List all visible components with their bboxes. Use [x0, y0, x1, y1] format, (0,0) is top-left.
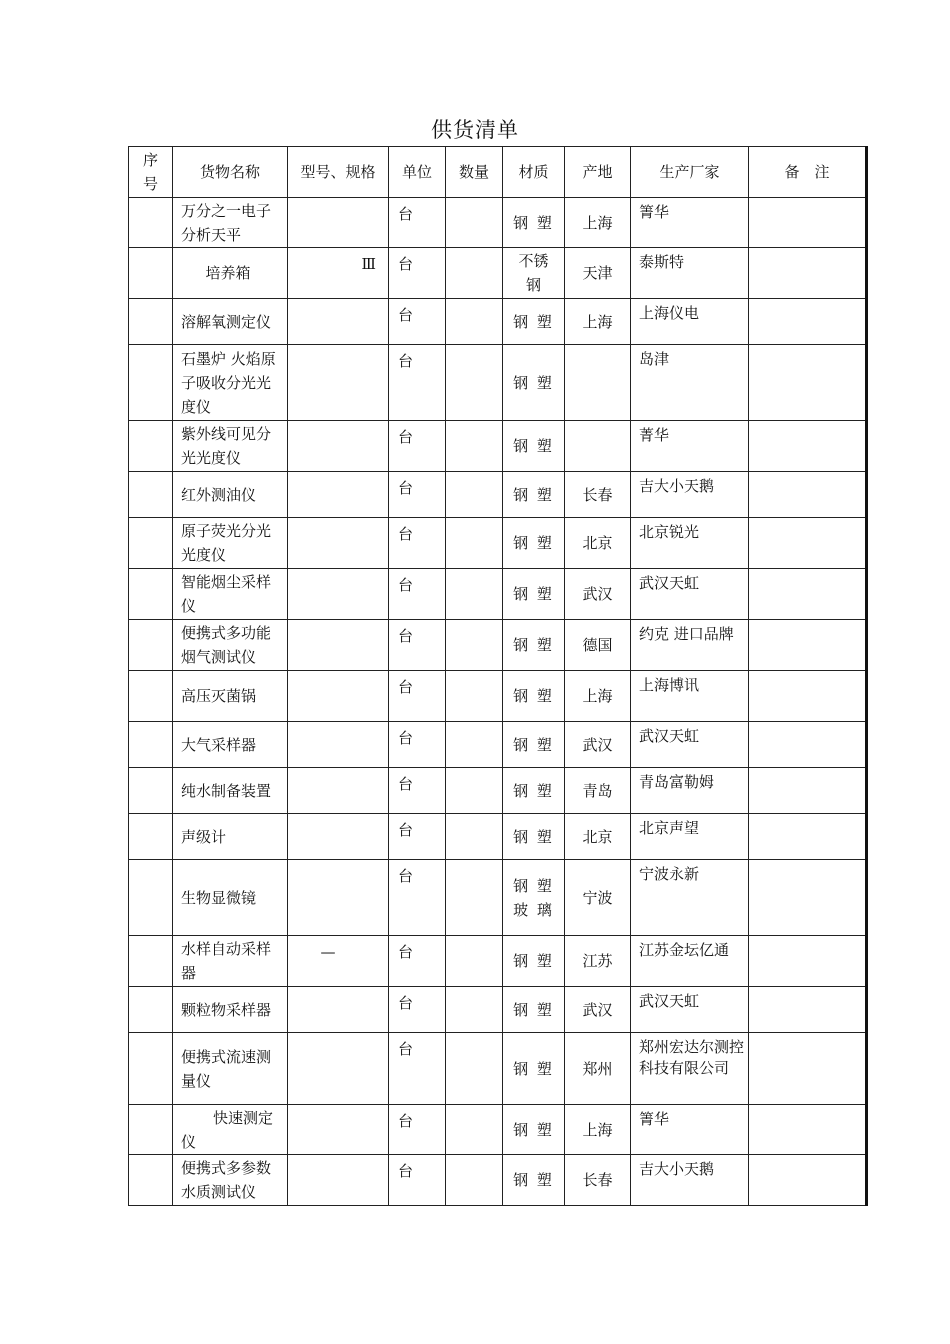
- cell-note: [749, 814, 867, 860]
- table-row: [129, 1033, 867, 1105]
- cell-origin: 德国: [565, 620, 631, 671]
- header-unit: 单位: [389, 147, 446, 198]
- cell-qty: [446, 814, 503, 860]
- cell-seq: [129, 299, 173, 345]
- cell-note: [749, 518, 867, 569]
- cell-material: 钢 塑: [503, 569, 565, 620]
- header-maker: 生产厂家: [631, 147, 749, 198]
- cell-note: [749, 671, 867, 722]
- header-seq: 序号: [129, 147, 173, 198]
- cell-material: 钢 塑: [503, 518, 565, 569]
- cell-maker: 泰斯特: [631, 248, 749, 299]
- cell-qty: [446, 299, 503, 345]
- cell-qty: [446, 472, 503, 518]
- cell-unit: 台: [389, 299, 446, 345]
- cell-seq: [129, 814, 173, 860]
- cell-model: [288, 814, 389, 860]
- cell-seq: [129, 768, 173, 814]
- cell-maker: 箐华: [631, 198, 749, 248]
- header-note: 备 注: [749, 147, 867, 198]
- cell-unit: 台: [389, 814, 446, 860]
- cell-name: 便携式多参数水质测试仪: [173, 1155, 288, 1206]
- table-row: [129, 421, 867, 472]
- cell-model: [288, 345, 389, 421]
- cell-qty: [446, 1105, 503, 1155]
- cell-material: 钢 塑: [503, 1155, 565, 1206]
- cell-material: 不锈钢: [503, 248, 565, 299]
- cell-maker: 上海仪电: [631, 299, 749, 345]
- cell-origin: 郑州: [565, 1033, 631, 1105]
- cell-origin: [565, 421, 631, 472]
- cell-unit: 台: [389, 620, 446, 671]
- cell-name: 高压灭菌锅: [173, 671, 288, 722]
- cell-name: 培养箱: [173, 248, 288, 299]
- cell-maker: 约克 进口品牌: [631, 620, 749, 671]
- cell-qty: [446, 569, 503, 620]
- table-row: [129, 1105, 867, 1155]
- cell-maker: 吉大小天鹅: [631, 472, 749, 518]
- cell-name: 溶解氧测定仪: [173, 299, 288, 345]
- cell-qty: [446, 248, 503, 299]
- cell-model: [288, 1033, 389, 1105]
- cell-origin: 武汉: [565, 987, 631, 1033]
- table-row: [129, 472, 867, 518]
- cell-qty: [446, 671, 503, 722]
- cell-name: 红外测油仪: [173, 472, 288, 518]
- cell-origin: 上海: [565, 198, 631, 248]
- cell-qty: [446, 1033, 503, 1105]
- cell-name: 声级计: [173, 814, 288, 860]
- cell-model: [288, 1155, 389, 1206]
- cell-seq: [129, 1105, 173, 1155]
- cell-seq: [129, 345, 173, 421]
- cell-unit: 台: [389, 248, 446, 299]
- cell-note: [749, 768, 867, 814]
- cell-seq: [129, 421, 173, 472]
- cell-name: 大气采样器: [173, 722, 288, 768]
- cell-unit: 台: [389, 936, 446, 987]
- cell-model: [288, 518, 389, 569]
- cell-qty: [446, 620, 503, 671]
- cell-maker: 北京锐光: [631, 518, 749, 569]
- cell-qty: [446, 722, 503, 768]
- table-row: [129, 248, 867, 299]
- cell-note: [749, 1033, 867, 1105]
- cell-qty: [446, 987, 503, 1033]
- cell-note: [749, 1105, 867, 1155]
- cell-seq: [129, 936, 173, 987]
- cell-maker: 郑州宏达尔测控科技有限公司: [631, 1033, 749, 1105]
- table-row: [129, 671, 867, 722]
- cell-name: 原子荧光分光光度仪: [173, 518, 288, 569]
- cell-maker: 武汉天虹: [631, 569, 749, 620]
- cell-note: [749, 248, 867, 299]
- cell-seq: [129, 987, 173, 1033]
- cell-material: 钢 塑: [503, 768, 565, 814]
- cell-qty: [446, 936, 503, 987]
- cell-seq: [129, 722, 173, 768]
- table-row: [129, 569, 867, 620]
- cell-material: 钢 塑: [503, 620, 565, 671]
- cell-origin: 武汉: [565, 569, 631, 620]
- table-row: [129, 198, 867, 248]
- cell-unit: 台: [389, 860, 446, 936]
- cell-unit: 台: [389, 768, 446, 814]
- cell-seq: [129, 620, 173, 671]
- cell-material: 钢 塑: [503, 671, 565, 722]
- cell-unit: 台: [389, 1033, 446, 1105]
- cell-origin: 上海: [565, 299, 631, 345]
- cell-maker: 上海博讯: [631, 671, 749, 722]
- header-name: 货物名称: [173, 147, 288, 198]
- cell-note: [749, 987, 867, 1033]
- cell-material: 钢 塑: [503, 299, 565, 345]
- cell-seq: [129, 198, 173, 248]
- cell-name: 颗粒物采样器: [173, 987, 288, 1033]
- cell-material: 钢 塑: [503, 198, 565, 248]
- cell-qty: [446, 768, 503, 814]
- supply-list-table: [128, 146, 868, 1206]
- table-row: [129, 987, 867, 1033]
- cell-name: 石墨炉 火焰原子吸收分光光度仪: [173, 345, 288, 421]
- cell-model: —: [288, 936, 389, 987]
- header-row: [129, 147, 867, 198]
- cell-name: 纯水制备装置: [173, 768, 288, 814]
- cell-model: [288, 860, 389, 936]
- cell-origin: 上海: [565, 1105, 631, 1155]
- cell-model: [288, 1105, 389, 1155]
- cell-note: [749, 299, 867, 345]
- cell-maker: 青岛富勒姆: [631, 768, 749, 814]
- cell-maker: 岛津: [631, 345, 749, 421]
- cell-unit: 台: [389, 421, 446, 472]
- cell-model: [288, 198, 389, 248]
- cell-name: 智能烟尘采样仪: [173, 569, 288, 620]
- cell-name: 紫外线可见分光光度仪: [173, 421, 288, 472]
- cell-origin: 长春: [565, 472, 631, 518]
- cell-model: Ⅲ: [288, 248, 389, 299]
- cell-seq: [129, 248, 173, 299]
- cell-maker: 武汉天虹: [631, 987, 749, 1033]
- cell-unit: 台: [389, 518, 446, 569]
- cell-model: [288, 768, 389, 814]
- cell-seq: [129, 1155, 173, 1206]
- cell-origin: 长春: [565, 1155, 631, 1206]
- table-row: [129, 1155, 867, 1206]
- cell-material: 钢 塑 玻 璃: [503, 860, 565, 936]
- cell-material: 钢 塑: [503, 1033, 565, 1105]
- cell-origin: 江苏: [565, 936, 631, 987]
- cell-origin: 青岛: [565, 768, 631, 814]
- cell-unit: 台: [389, 472, 446, 518]
- cell-qty: [446, 198, 503, 248]
- document-title: 供货清单: [431, 118, 519, 142]
- cell-model: [288, 569, 389, 620]
- cell-unit: 台: [389, 345, 446, 421]
- cell-note: [749, 198, 867, 248]
- cell-origin: 天津: [565, 248, 631, 299]
- cell-qty: [446, 345, 503, 421]
- cell-model: [288, 421, 389, 472]
- cell-note: [749, 421, 867, 472]
- header-origin: 产地: [565, 147, 631, 198]
- cell-maker: 江苏金坛亿通: [631, 936, 749, 987]
- cell-material: 钢 塑: [503, 722, 565, 768]
- cell-note: [749, 569, 867, 620]
- cell-name: 万分之一电子分析天平: [173, 198, 288, 248]
- cell-material: 钢 塑: [503, 814, 565, 860]
- cell-maker: 宁波永新: [631, 860, 749, 936]
- cell-origin: 武汉: [565, 722, 631, 768]
- table-row: [129, 722, 867, 768]
- header-model: 型号、规格: [288, 147, 389, 198]
- cell-origin: [565, 345, 631, 421]
- cell-model: [288, 620, 389, 671]
- cell-note: [749, 345, 867, 421]
- cell-note: [749, 1155, 867, 1206]
- table-row: [129, 936, 867, 987]
- cell-seq: [129, 569, 173, 620]
- header-qty: 数量: [446, 147, 503, 198]
- cell-name: 快速测定仪: [173, 1105, 288, 1155]
- cell-note: [749, 722, 867, 768]
- cell-origin: 北京: [565, 814, 631, 860]
- cell-model: [288, 472, 389, 518]
- cell-material: 钢 塑: [503, 472, 565, 518]
- cell-maker: 菁华: [631, 421, 749, 472]
- cell-seq: [129, 671, 173, 722]
- cell-maker: 武汉天虹: [631, 722, 749, 768]
- cell-maker: 吉大小天鹅: [631, 1155, 749, 1206]
- table-row: [129, 620, 867, 671]
- cell-model: [288, 299, 389, 345]
- cell-seq: [129, 860, 173, 936]
- cell-origin: 宁波: [565, 860, 631, 936]
- cell-unit: 台: [389, 1155, 446, 1206]
- cell-origin: 北京: [565, 518, 631, 569]
- cell-material: 钢 塑: [503, 1105, 565, 1155]
- cell-name: 水样自动采样器: [173, 936, 288, 987]
- cell-name: 生物显微镜: [173, 860, 288, 936]
- cell-unit: 台: [389, 722, 446, 768]
- cell-material: 钢 塑: [503, 987, 565, 1033]
- cell-seq: [129, 1033, 173, 1105]
- table-row: [129, 345, 867, 421]
- cell-unit: 台: [389, 198, 446, 248]
- cell-seq: [129, 472, 173, 518]
- cell-name: 便携式流速测量仪: [173, 1033, 288, 1105]
- table-row: [129, 518, 867, 569]
- cell-unit: 台: [389, 987, 446, 1033]
- cell-model: [288, 671, 389, 722]
- cell-qty: [446, 860, 503, 936]
- table-row: [129, 768, 867, 814]
- cell-qty: [446, 421, 503, 472]
- table-row: [129, 860, 867, 936]
- cell-unit: 台: [389, 1105, 446, 1155]
- cell-note: [749, 860, 867, 936]
- header-material: 材质: [503, 147, 565, 198]
- cell-model: [288, 987, 389, 1033]
- cell-note: [749, 620, 867, 671]
- table-row: [129, 814, 867, 860]
- cell-maker: 箐华: [631, 1105, 749, 1155]
- cell-seq: [129, 518, 173, 569]
- cell-qty: [446, 1155, 503, 1206]
- cell-material: 钢 塑: [503, 345, 565, 421]
- cell-unit: 台: [389, 671, 446, 722]
- cell-origin: 上海: [565, 671, 631, 722]
- cell-qty: [446, 518, 503, 569]
- cell-unit: 台: [389, 569, 446, 620]
- cell-name: 便携式多功能烟气测试仪: [173, 620, 288, 671]
- table-row: [129, 299, 867, 345]
- cell-maker: 北京声望: [631, 814, 749, 860]
- cell-note: [749, 472, 867, 518]
- cell-material: 钢 塑: [503, 421, 565, 472]
- cell-model: [288, 722, 389, 768]
- cell-note: [749, 936, 867, 987]
- cell-material: 钢 塑: [503, 936, 565, 987]
